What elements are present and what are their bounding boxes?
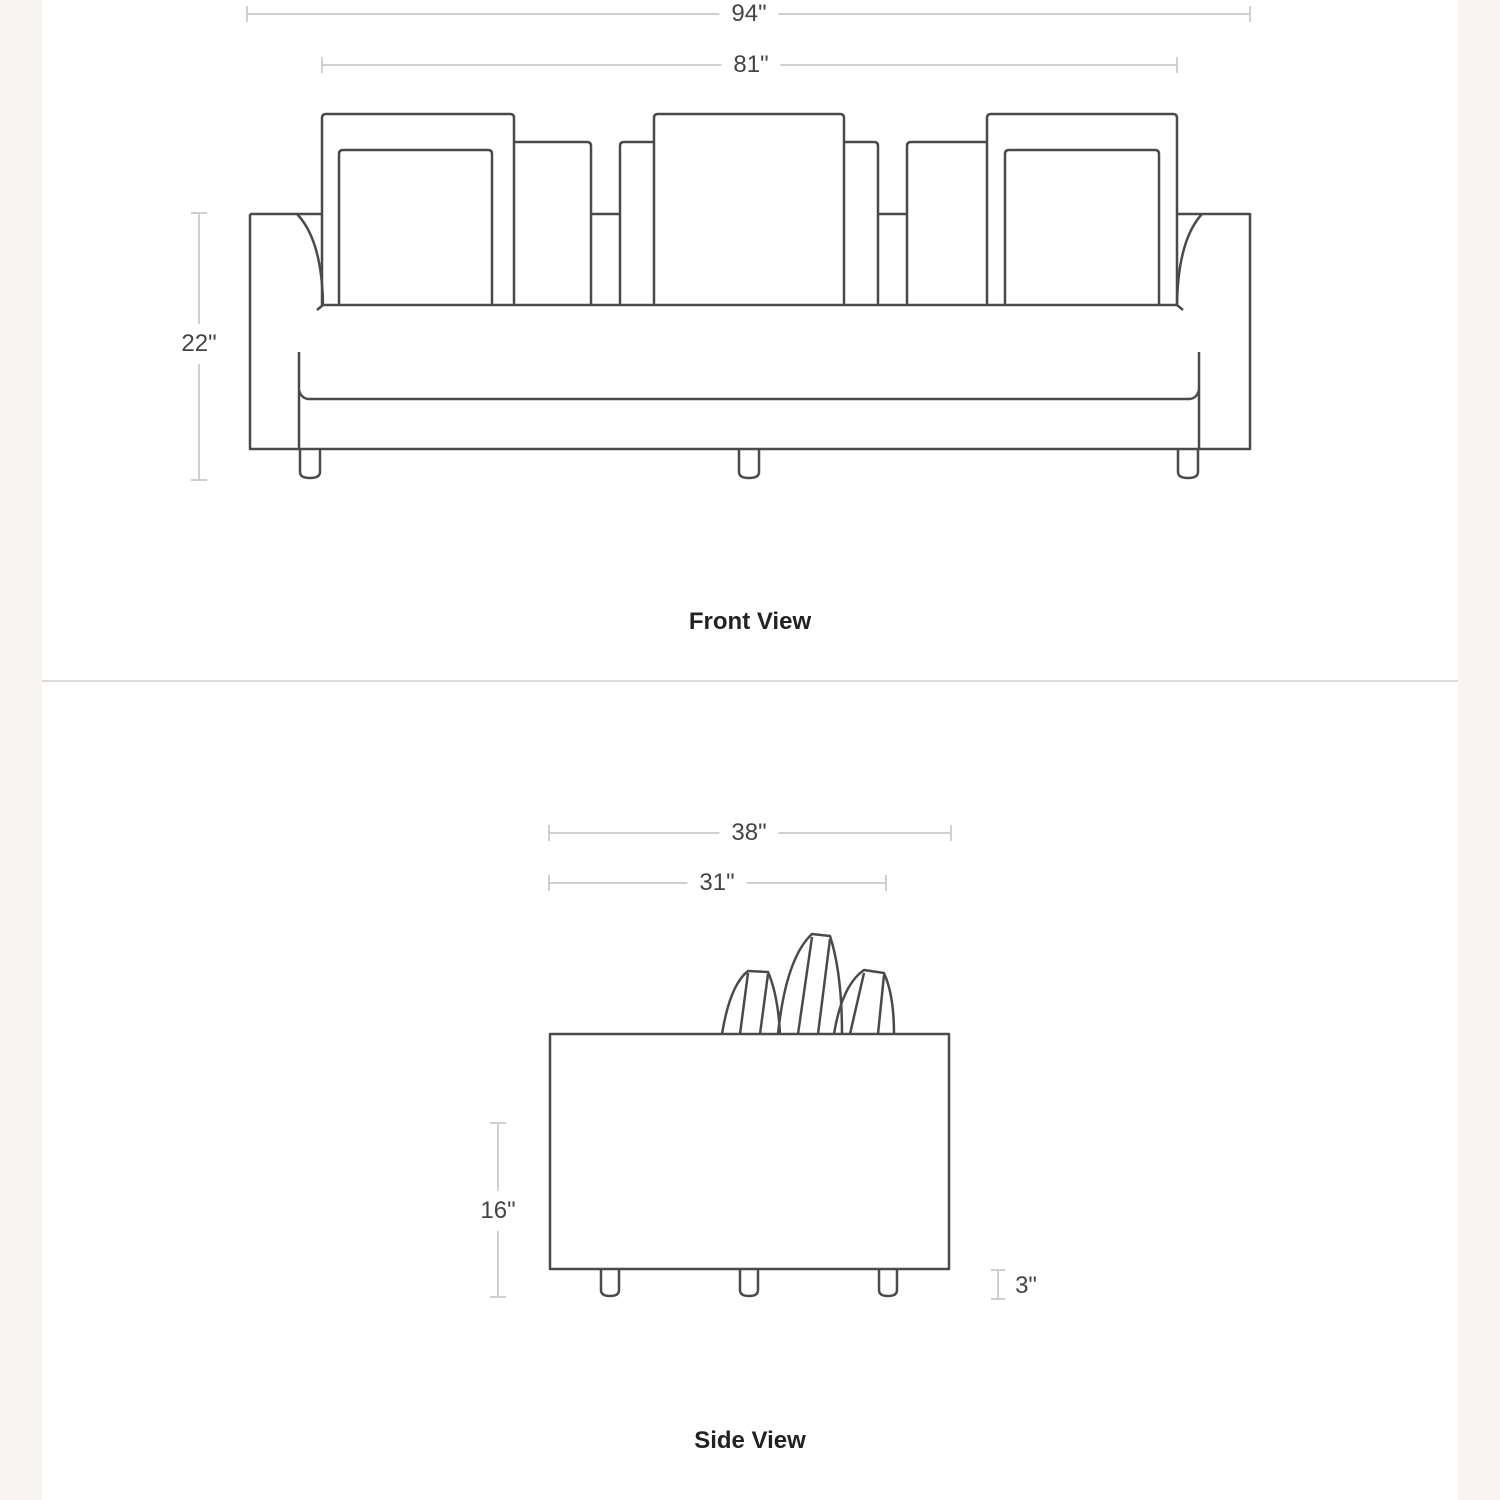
side-view-drawing [42,683,1458,1500]
front-view-caption: Front View [688,608,812,635]
side-seat-depth-label: 31" [687,869,746,897]
side-overall-depth-label: 38" [719,819,778,847]
side-view-panel [42,683,1458,1500]
front-view-panel [42,0,1458,681]
side-leg-height-label: 3" [1011,1272,1041,1300]
side-view-caption: Side View [694,1427,806,1454]
section-divider [42,680,1458,682]
sofa-side-outline [550,934,949,1296]
front-inner-width-label: 81" [721,51,780,79]
side-height-label: 16" [480,1191,515,1231]
front-height-label: 22" [181,324,216,364]
product-dimensions-page [42,0,1458,1500]
side-dimension-lines [490,825,1005,1299]
front-overall-width-label: 94" [719,0,778,28]
sofa-front-outline [250,114,1250,478]
front-view-drawing [42,0,1458,681]
